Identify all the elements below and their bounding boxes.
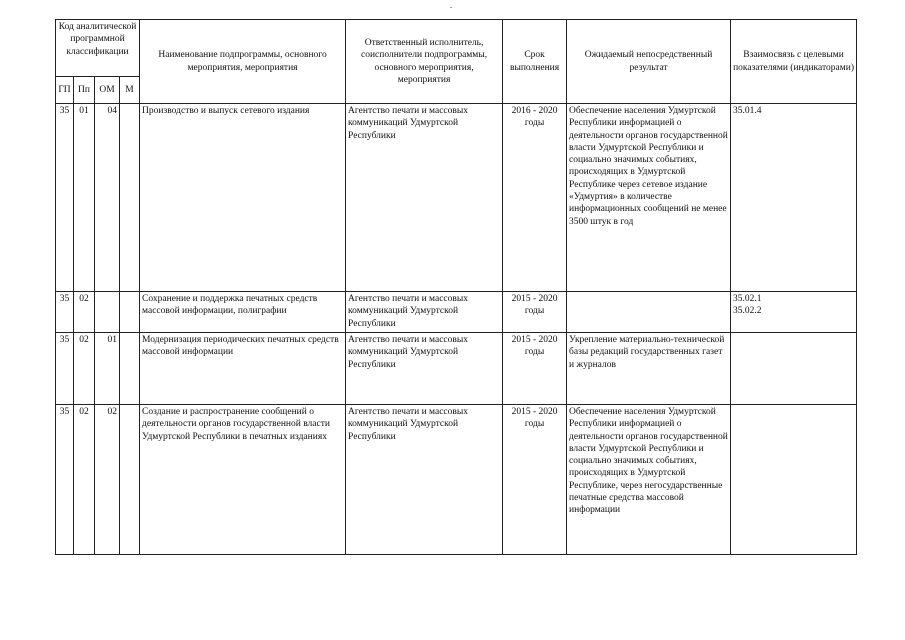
row-executor: Агентство печати и массовых коммуникаций Удмуртской Республики [346,333,503,405]
header-executor: Ответственный исполнитель, соисполнители подпрограммы, основного мероприятия, мероприятия [346,20,503,104]
table-row [56,292,857,333]
row-indicator-link [731,292,857,333]
indicator-code: 35.01.4 [733,106,762,116]
row-code-gp: 35 [56,292,74,333]
header-term: Срок выполнения [503,20,567,104]
indicator-code: 35.02.1 [733,294,762,304]
row-name: Производство и выпуск сетевого издания [140,104,346,292]
row-indicator-link [731,104,857,292]
row-executor: Агентство печати и массовых коммуникаций Удмуртской Республики [346,104,503,292]
row-indicator-link [731,405,857,555]
header-code-m: М [120,77,140,104]
page-top-mark: - [450,3,453,11]
row-code-pp: 02 [74,292,95,333]
row-code-gp: 35 [56,104,74,292]
row-code-pp: 01 [74,104,95,292]
row-result: Укрепление материально-технической базы редакций государственных газет и журналов [567,333,731,405]
row-code-gp: 35 [56,333,74,405]
row-code-om: 01 [95,333,120,405]
indicator-code: 35.02.2 [733,306,762,317]
header-code-om: ОМ [95,77,120,104]
row-code-gp: 35 [56,405,74,555]
row-term: 2015 - 2020 годы [503,292,567,333]
row-result: Обеспечение населения Удмуртской Республики информацией о деятельности органов государственной власти Удмуртской Республики и социально значимых событиях, происходящих в Удмуртской Республике через сетевое издание «Удмуртия» в количестве информационных сообщений не менее 3500 штук в год [567,104,731,292]
program-activities-table [55,19,857,555]
row-code-m [120,292,140,333]
header-indicator-link: Взаимосвязь с целевыми показателями (индикаторами) [731,20,857,104]
header-code-gp: ГП [56,77,74,104]
row-term: 2016 - 2020 годы [503,104,567,292]
row-name: Создание и распространение сообщений о деятельности органов государственной власти Удмуртской Республики в печатных изданиях [140,405,346,555]
header-code-classification: Код аналитической программной классификации [56,20,140,77]
row-result [567,292,731,333]
header-name: Наименование подпрограммы, основного мероприятия, мероприятия [140,20,346,104]
row-code-om [95,292,120,333]
row-name: Сохранение и поддержка печатных средств массовой информации, полиграфии [140,292,346,333]
row-result: Обеспечение населения Удмуртской Республики информацией о деятельности органов государственной власти Удмуртской Республики и социально значимых событиях, происходящих в Удмуртской Республике, через негосударственные печатные средства массовой информации [567,405,731,555]
table-row [56,333,857,405]
row-executor: Агентство печати и массовых коммуникаций Удмуртской Республики [346,292,503,333]
row-term: 2015 - 2020 годы [503,333,567,405]
row-code-m [120,104,140,292]
table-row [56,405,857,555]
row-indicator-link [731,333,857,405]
row-executor: Агентство печати и массовых коммуникаций Удмуртской Республики [346,405,503,555]
header-result: Ожидаемый непосредственный результат [567,20,731,104]
row-code-m [120,333,140,405]
row-code-om: 04 [95,104,120,292]
row-term: 2015 - 2020 годы [503,405,567,555]
row-code-pp: 02 [74,333,95,405]
row-code-pp: 02 [74,405,95,555]
row-name: Модернизация периодических печатных средств массовой информации [140,333,346,405]
row-code-m [120,405,140,555]
row-code-om: 02 [95,405,120,555]
header-code-pp: Пп [74,77,95,104]
table-row [56,104,857,292]
